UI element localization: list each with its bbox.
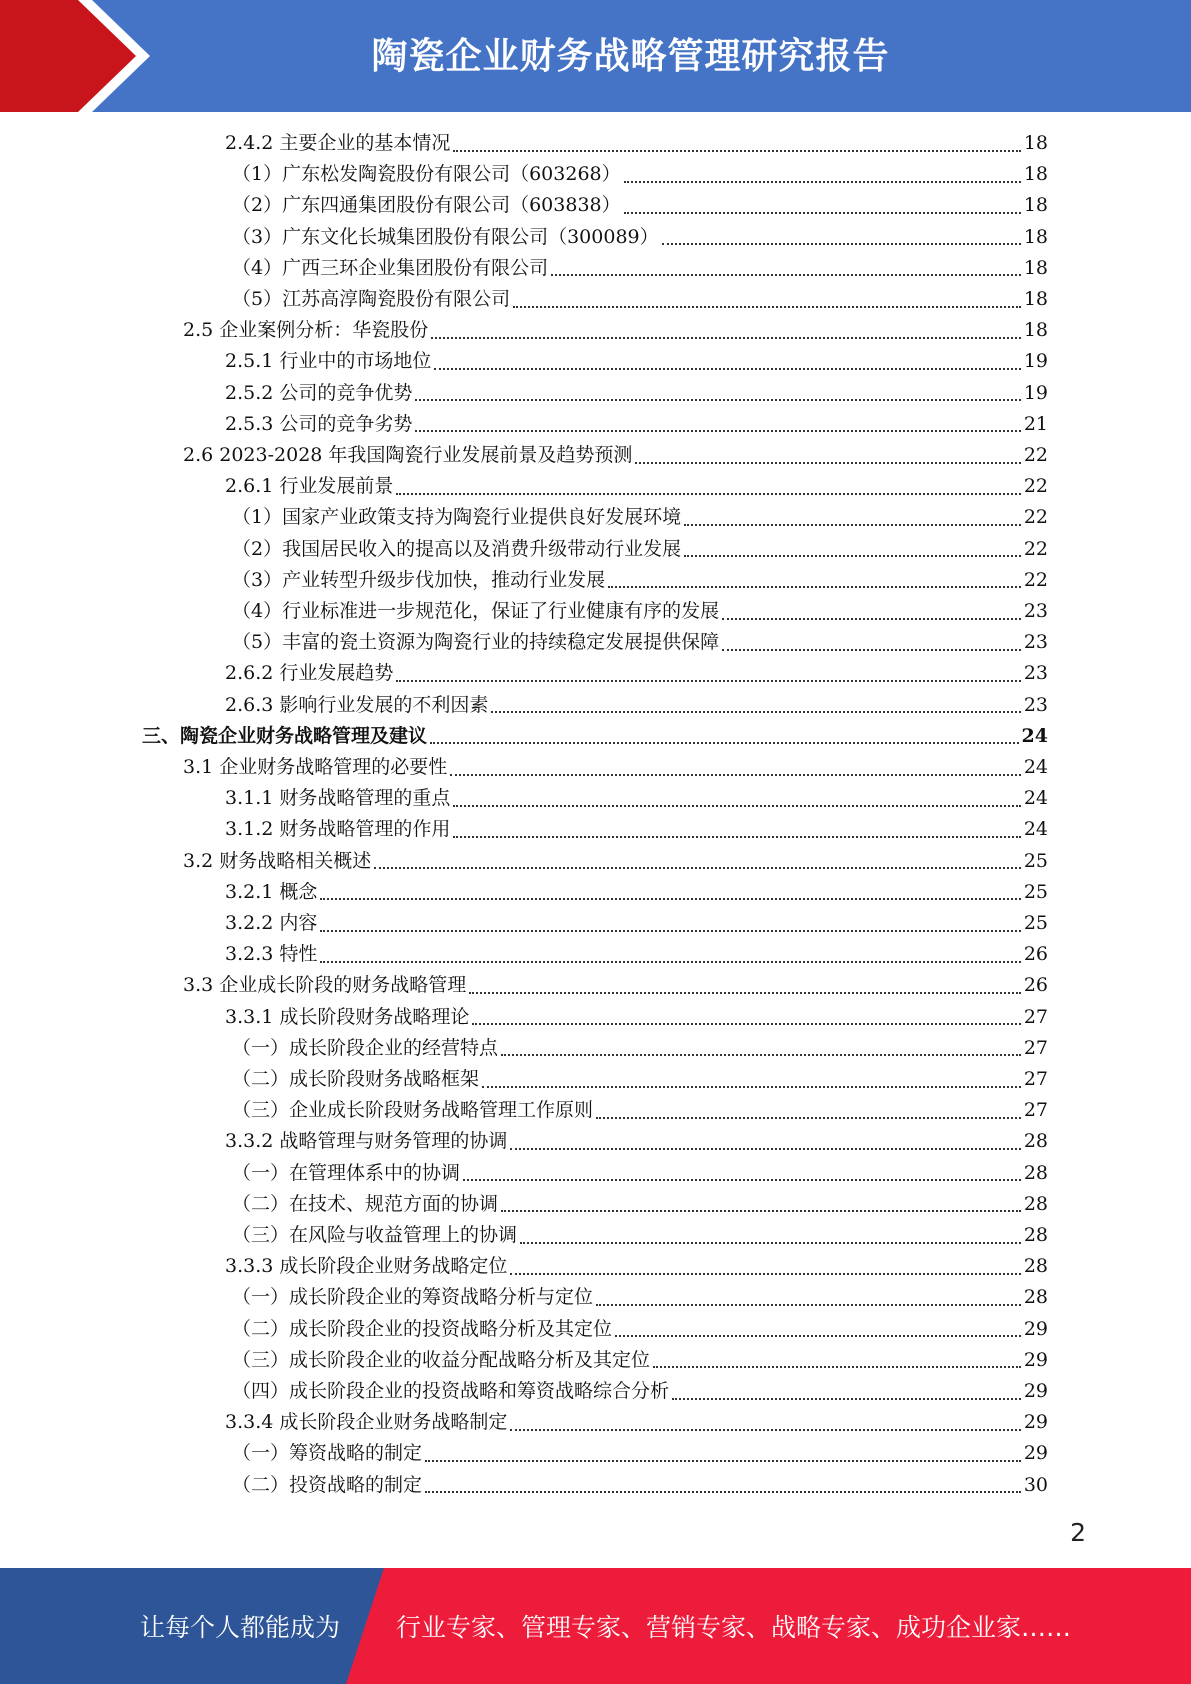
toc-entry[interactable] [225,128,1048,159]
toc-dot-leader [463,1179,1021,1181]
toc-dot-leader [320,898,1020,900]
toc-dot-leader [320,961,1020,963]
toc-dot-leader [501,1210,1021,1212]
toc-entry[interactable] [183,846,1048,877]
toc-entry[interactable] [183,315,1048,346]
toc-entry[interactable] [232,1158,1048,1189]
toc-dot-leader [469,992,1021,994]
toc-entry[interactable] [225,1407,1048,1438]
toc-entry[interactable] [225,409,1048,440]
toc-entry-page: 23 [1023,631,1048,654]
toc-entry[interactable] [225,939,1048,970]
toc-entry-title: 3.2.1 概念 [225,880,318,903]
toc-entry[interactable] [232,190,1048,221]
toc-entry-title: （二）成长阶段企业的投资战略分析及其定位 [232,1317,613,1340]
toc-dot-leader [608,586,1021,588]
toc-dot-leader [510,1273,1020,1275]
toc-entry-page: 27 [1023,1099,1048,1122]
toc-dot-leader [624,181,1021,183]
toc-entry[interactable] [232,1064,1048,1095]
toc-dot-leader [596,1117,1021,1119]
toc-entry-page: 18 [1023,132,1048,154]
toc-entry-title: 3.1.1 财务战略管理的重点 [225,787,451,810]
toc-dot-leader [501,1054,1021,1056]
toc-dot-leader [434,368,1020,370]
toc-entry-page: 28 [1023,1161,1048,1184]
toc-entry-page: 28 [1023,1255,1048,1278]
toc-dot-leader [672,1398,1021,1400]
toc-entry-page: 18 [1023,163,1048,186]
toc-dot-leader [653,1366,1021,1368]
toc-entry[interactable] [142,721,1048,752]
toc-entry[interactable] [232,284,1048,315]
toc-entry-title: 2.5 企业案例分析：华瓷股份 [183,319,429,342]
toc-entry[interactable] [225,378,1048,409]
toc-dot-leader [396,493,1020,495]
toc-entry-title: （二）成长阶段财务战略框架 [232,1068,480,1090]
toc-entry-page: 27 [1023,1068,1048,1090]
toc-dot-leader [453,836,1020,838]
toc-dot-leader [510,1429,1020,1431]
toc-entry[interactable] [225,690,1048,721]
toc-entry-page: 25 [1023,912,1048,934]
toc-dot-leader [396,680,1020,682]
toc-dot-leader [684,524,1021,526]
toc-entry-title: 3.3.4 成长阶段企业财务战略制定 [225,1411,508,1434]
toc-entry-title: 3.1 企业财务战略管理的必要性 [183,756,448,778]
toc-entry-title: （1）国家产业政策支持为陶瓷行业提供良好发展环境 [232,506,682,529]
toc-entry-page: 22 [1023,444,1048,466]
toc-dot-leader [513,306,1021,308]
toc-entry[interactable] [225,346,1048,377]
toc-entry-title: 2.5.1 行业中的市场地位 [225,350,432,373]
toc-entry-page: 18 [1023,194,1048,217]
toc-dot-leader [425,1491,1021,1493]
toc-entry[interactable] [232,1189,1048,1220]
toc-entry-page: 26 [1023,974,1048,997]
toc-entry-title: （二）投资战略的制定 [232,1473,423,1496]
toc-entry-title: 2.6.1 行业发展前景 [225,475,394,498]
toc-entry-title: 3.2.2 内容 [225,912,318,934]
toc-entry[interactable] [225,908,1048,939]
toc-dot-leader [684,555,1021,557]
footer-slogan-right: 行业专家、管理专家、营销专家、战略专家、成功企业家…… [396,1613,1072,1642]
toc-entry[interactable] [232,1470,1048,1501]
page-header [0,0,1191,112]
toc-entry-title: （5）江苏高淳陶瓷股份有限公司 [232,288,511,310]
toc-entry[interactable] [225,471,1048,502]
page-number: 2 [1070,1518,1086,1547]
toc-entry-title: （一）筹资战略的制定 [232,1442,423,1465]
toc-entry-title: （一）成长阶段企业的筹资战略分析与定位 [232,1286,594,1309]
toc-entry-page: 23 [1023,693,1048,716]
toc-entry-title: 三、陶瓷企业财务战略管理及建议 [142,724,428,747]
toc-dot-leader [431,337,1021,339]
toc-entry-title: 2.6 2023-2028 年我国陶瓷行业发展前景及趋势预测 [183,444,633,466]
toc-dot-leader [415,399,1020,401]
toc-entry-title: 3.3.3 成长阶段企业财务战略定位 [225,1255,508,1278]
toc-entry[interactable] [232,1033,1048,1064]
toc-dot-leader [635,462,1020,464]
toc-dot-leader [662,243,1021,245]
toc-entry-title: （3）广东文化长城集团股份有限公司（300089） [232,225,659,248]
toc-entry-page: 29 [1023,1348,1048,1371]
toc-entry-page: 25 [1023,849,1048,872]
toc-entry-page: 18 [1023,319,1048,342]
toc-entry[interactable] [232,1376,1048,1407]
toc-entry[interactable] [225,1126,1048,1157]
toc-entry[interactable] [232,159,1048,190]
toc-entry-title: （一）在管理体系中的协调 [232,1161,461,1184]
toc-dot-leader [722,649,1021,651]
toc-entry[interactable] [225,658,1048,689]
toc-entry-title: 3.1.2 财务战略管理的作用 [225,818,451,841]
toc-entry-title: 3.3.2 战略管理与财务管理的协调 [225,1130,508,1153]
toc-entry-page: 18 [1023,225,1048,248]
toc-entry-page: 27 [1023,1036,1048,1059]
toc-entry-title: 3.3.1 成长阶段财务战略理论 [225,1005,470,1028]
toc-entry-title: 3.2 财务战略相关概述 [183,849,372,872]
toc-entry[interactable] [225,1002,1048,1033]
toc-entry-title: （一）成长阶段企业的经营特点 [232,1036,499,1059]
toc-entry[interactable] [225,783,1048,814]
toc-entry-title: （1）广东松发陶瓷股份有限公司（603268） [232,163,621,186]
toc-entry-page: 28 [1023,1192,1048,1215]
toc-entry[interactable] [232,565,1048,596]
toc-entry-page: 30 [1023,1473,1048,1496]
toc-entry[interactable] [232,627,1048,658]
toc-entry-page: 28 [1023,1130,1048,1153]
page-footer [0,1568,1191,1684]
toc-entry-page: 28 [1023,1286,1048,1309]
toc-entry-page: 29 [1023,1317,1048,1340]
report-title: 陶瓷企业财务战略管理研究报告 [371,35,890,77]
toc-entry-page: 18 [1023,288,1048,310]
toc-entry[interactable] [232,1282,1048,1313]
toc-entry-title: 2.5.3 公司的竞争劣势 [225,412,413,435]
toc-entry-page: 23 [1023,600,1048,622]
toc-entry-page: 24 [1023,787,1048,810]
toc-dot-leader [374,867,1021,869]
toc-dot-leader [722,618,1021,620]
toc-entry[interactable] [232,502,1048,533]
toc-entry-page: 22 [1023,506,1048,529]
toc-dot-leader [510,1148,1020,1150]
toc-entry-page: 24 [1021,724,1048,747]
toc-entry[interactable] [225,877,1048,908]
toc-entry-page: 25 [1023,880,1048,903]
toc-entry[interactable] [225,1251,1048,1282]
toc-entry[interactable] [232,1314,1048,1345]
toc-entry-title: （4）广西三环企业集团股份有限公司 [232,256,549,279]
toc-entry[interactable] [183,752,1048,783]
toc-entry-page: 18 [1023,256,1048,279]
toc-dot-leader [472,1023,1020,1025]
toc-entry-page: 29 [1023,1411,1048,1434]
toc-entry-title: 2.5.2 公司的竞争优势 [225,381,413,404]
toc-entry-title: 2.6.2 行业发展趋势 [225,662,394,685]
toc-dot-leader [624,212,1021,214]
toc-entry-page: 22 [1023,568,1048,591]
toc-entry-title: 2.4.2 主要企业的基本情况 [225,132,451,154]
toc-entry-page: 22 [1023,537,1048,560]
toc-entry[interactable] [232,1220,1048,1251]
toc-entry-title: 2.6.3 影响行业发展的不利因素 [225,693,489,716]
toc-dot-leader [596,1304,1021,1306]
toc-entry[interactable] [183,970,1048,1001]
toc-dot-leader [425,1460,1021,1462]
toc-entry-page: 23 [1023,662,1048,685]
toc-entry[interactable] [232,596,1048,627]
toc-entry-page: 24 [1023,818,1048,841]
toc-entry[interactable] [232,1438,1048,1469]
toc-entry-page: 21 [1023,412,1048,435]
toc-dot-leader [551,274,1021,276]
toc-entry-title: 3.2.3 特性 [225,943,318,966]
toc-entry-title: 3.3 企业成长阶段的财务战略管理 [183,974,467,997]
toc-entry-title: （5）丰富的瓷土资源为陶瓷行业的持续稳定发展提供保障 [232,631,720,654]
toc-dot-leader [520,1242,1021,1244]
toc-entry[interactable] [232,1345,1048,1376]
toc-entry[interactable] [225,814,1048,845]
toc-entry[interactable] [183,440,1048,471]
toc-entry-title: （三）成长阶段企业的收益分配战略分析及其定位 [232,1348,651,1371]
toc-entry-page: 24 [1023,756,1048,778]
toc-entry-page: 27 [1023,1005,1048,1028]
toc-dot-leader [615,1335,1021,1337]
toc-dot-leader [453,805,1020,807]
toc-entry-title: （2）我国居民收入的提高以及消费升级带动行业发展 [232,537,682,560]
toc-entry-page: 19 [1023,350,1048,373]
toc-entry[interactable] [232,1095,1048,1126]
toc-entry[interactable] [232,222,1048,253]
toc-entry-page: 19 [1023,381,1048,404]
footer-slogan-left: 让每个人都能成为 [140,1613,341,1642]
toc-dot-leader [482,1086,1021,1088]
toc-dot-leader [415,430,1020,432]
toc-entry[interactable] [232,253,1048,284]
toc-dot-leader [430,742,1019,744]
toc-entry-page: 22 [1023,475,1048,498]
toc-dot-leader [450,774,1021,776]
toc-entry-page: 29 [1023,1442,1048,1465]
toc-entry-title: （2）广东四通集团股份有限公司（603838） [232,194,621,217]
toc-entry-page: 28 [1023,1224,1048,1246]
toc-entry-title: （3）产业转型升级步伐加快，推动行业发展 [232,568,606,591]
toc-entry-page: 26 [1023,943,1048,966]
toc-entry-title: （4）行业标准进一步规范化，保证了行业健康有序的发展 [232,600,720,622]
toc-dot-leader [320,930,1020,932]
toc-entry-title: （三）企业成长阶段财务战略管理工作原则 [232,1099,594,1122]
toc-entry-title: （四）成长阶段企业的投资战略和筹资战略综合分析 [232,1380,670,1402]
toc-dot-leader [491,711,1020,713]
toc-entry-page: 29 [1023,1380,1048,1402]
toc-entry[interactable] [232,534,1048,565]
toc-dot-leader [453,150,1020,152]
toc-entry-title: （三）在风险与收益管理上的协调 [232,1224,518,1246]
toc-entry-title: （二）在技术、规范方面的协调 [232,1192,499,1215]
